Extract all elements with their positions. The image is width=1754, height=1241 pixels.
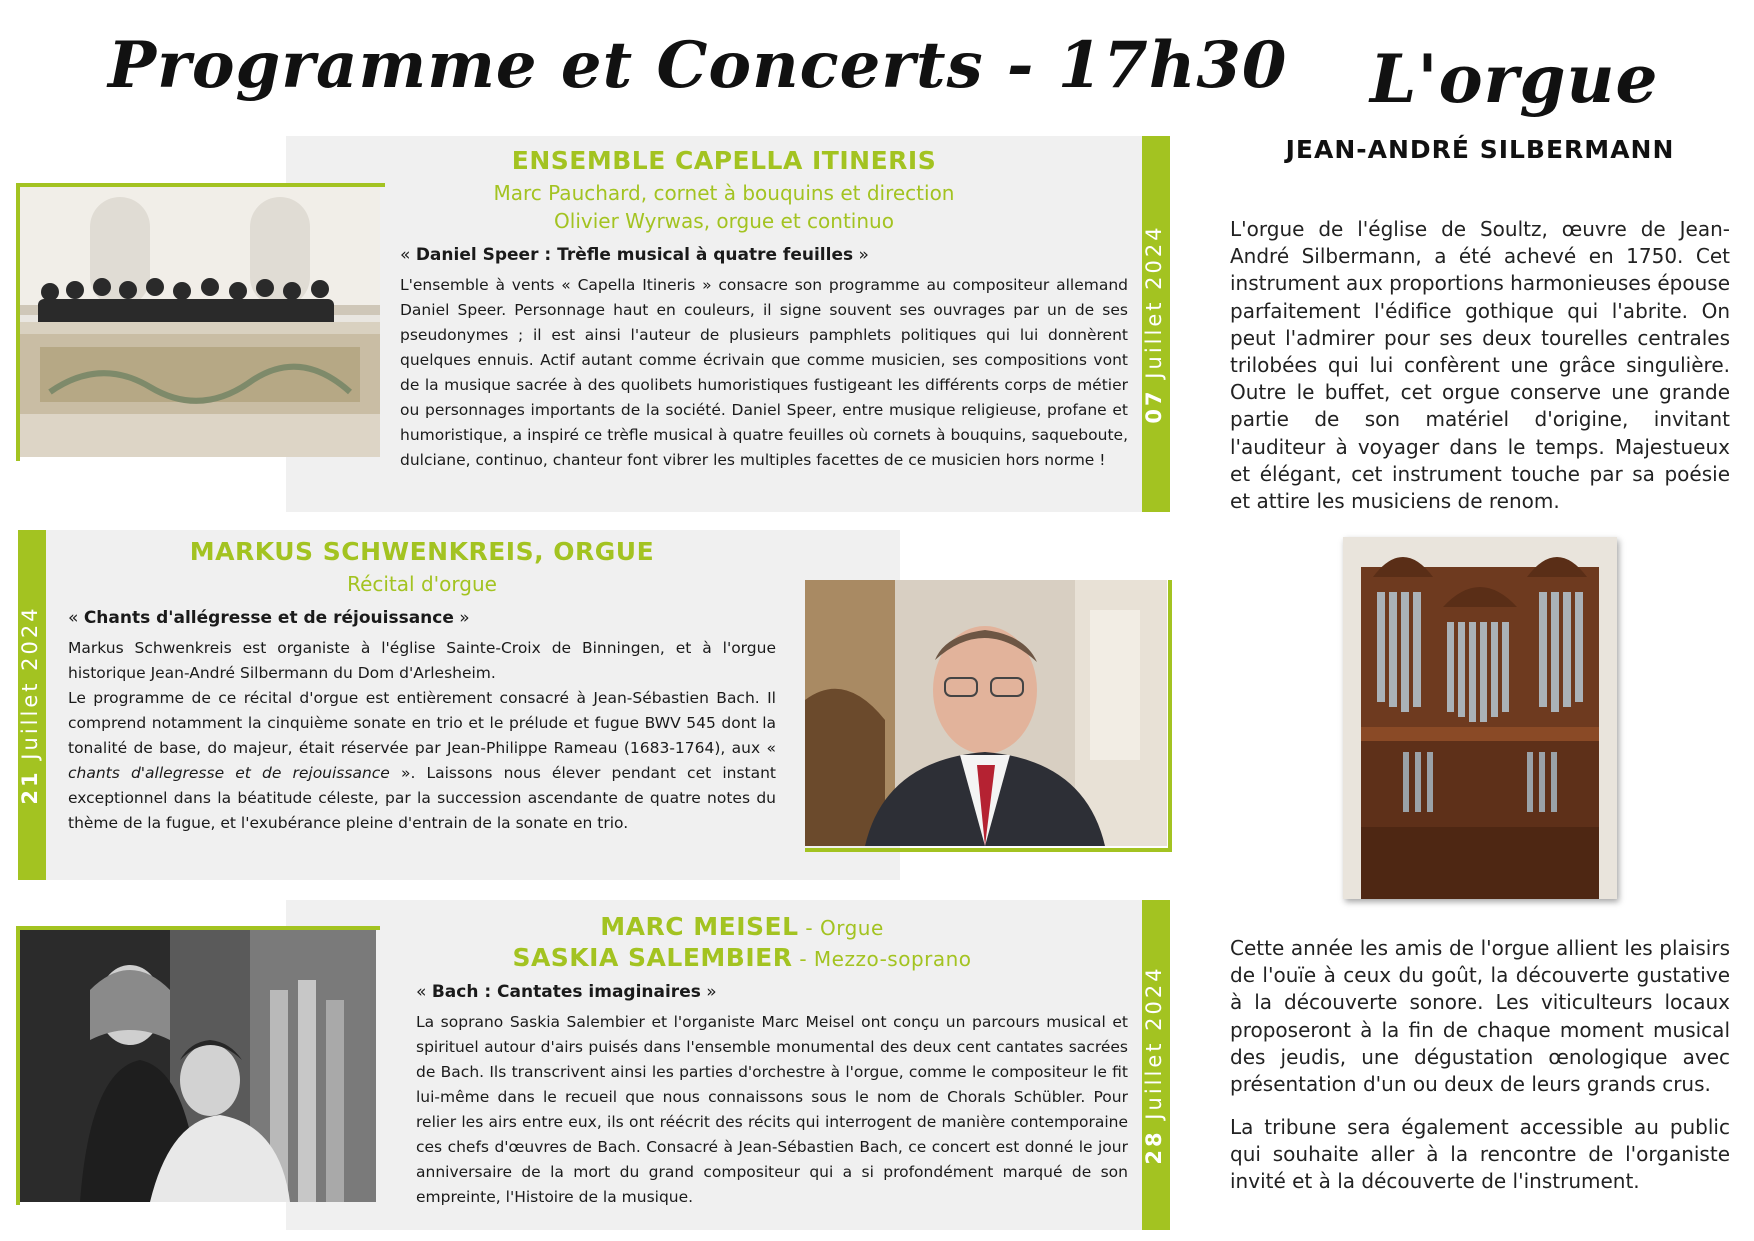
concert-sub-1a: Marc Pauchard, cornet à bouquins et direction [493, 181, 955, 205]
concert-body-2: Markus Schwenkreis est organiste à l'église Sainte-Croix de Binningen, et à l'orgue historique Jean-André Silbermann du Dom d'Arlesheim. Le programme de ce récital d'orgue est entièrement consacré à Jean-Sébastien Bach. Il comprend notamment la cinquième sonate en trio et le prélude et fugue BWV 545 dont la tonalité de base, do majeur, était réservée par Jean-Philippe Rameau (1683-1764), aux « chants d'allegresse et de rejouissance ». Laissons nous élever pendant cet instant exceptionnel dans la béatitude céleste, par la succession ascendante de quatre notes du thème de la fugue, et l'exubérance pleine d'entrain de la sonate en trio. [68, 639, 776, 832]
concert-quote-2: « Chants d'allégresse et de réjouissance » [68, 608, 470, 628]
concert-sub-2: Récital d'orgue [347, 572, 497, 596]
concert-body-1: L'ensemble à vents « Capella Itineris » consacre son programme au compositeur allemand Daniel Speer. Personnage haut en couleurs, il signe souvent ses ouvrages par un de ses pseudonymes ; il est ainsi l'auteur de plusieurs pamphlets politiques qui lui donnèrent quelques ennuis. Actif autant comme écrivain que comme musicien, ses compositions vont de la musique sacrée à des quolibets humoristiques fustigeant les différents corps de métier ou personnages importants de la société. Daniel Speer, entre musique religieuse, profane et humoristique, a inspiré ce trèfle musical à quatre feuilles où cornets à bouquins, saqueboute, dulciane, continuo, chanteur font vibrer les multiples facettes de ce musicien hors norme ! [400, 276, 1128, 469]
organ-paragraph-3: La tribune sera également accessible au public qui souhaite aller à la rencontre de l'organiste invité et à la découverte de l'instrument. [1230, 1115, 1730, 1194]
organ-title: L'orgue [1370, 40, 1659, 118]
organ-paragraph-1: L'orgue de l'église de Soultz, œuvre de Jean-André Silbermann, a été achevé en 1750. Cet instrument aux proportions harmonieuses épouse parfaitement l'édifice gothique qui l'abrite. On peut l'admirer pour ses deux tourelles centrales trilobées qui lui confèrent une grâce singulière. Outre le buffet, cet orgue conserve une grande partie de son matériel d'origine, invitant l'auditeur à voyager dans le temps. Majestueux et élégant, cet instrument touche par sa poésie et attire les musiciens de renom. [1230, 217, 1731, 514]
concert-content-2 [68, 537, 776, 836]
concert-heading-3a: MARC MEISEL - Orgue [600, 912, 884, 941]
page-title: Programme et Concerts - 17h30 [108, 28, 1288, 103]
concert-quote-1: « Daniel Speer : Trèfle musical à quatre feuilles » [400, 245, 869, 265]
concert-heading-2: MARKUS SCHWENKREIS, ORGUE [189, 537, 655, 566]
concert-date-3: 28 Juillet 2024 [1142, 965, 1166, 1165]
concert-date-1: 07 Juillet 2024 [1142, 224, 1166, 424]
organ-paragraph-2: Cette année les amis de l'orgue allient les plaisirs de l'ouïe à ceux du goût, la découverte gustative à la découverte sonore. Les viticulteurs locaux proposeront à la fin de chaque moment musical des jeudis, une dégustation œnologique avec présentation d'un ou deux de leurs grands crus. [1230, 936, 1730, 1097]
concert-content-3 [416, 912, 1128, 1210]
organ-photo [1343, 537, 1617, 899]
concert-heading-1: ENSEMBLE CAPELLA ITINERIS [511, 146, 937, 175]
organ-subtitle: JEAN-ANDRÉ SILBERMANN [1285, 135, 1675, 164]
concert-body-3: La soprano Saskia Salembier et l'organiste Marc Meisel ont conçu un parcours musical et spirituel autour d'airs puisés dans l'ensemble monumental des deux cent cantates sacrées de Bach. Ils transcrivent ainsi les parties d'orchestre à l'orgue, comme le compositeur le fit lui-même dans le recueil que nous connaissons sous le nom de Chorals Schübler. Pour relier les airs entre eux, ils ont réécrit des récits qui interrogent de manière contemporaine ces chefs d'œuvres de Bach. Consacré à Jean-Sébastien Bach, ce concert est donné le jour anniversaire de la mort du grand compositeur qui a si profondément marqué de son empreinte, l'Histoire de la musique. [416, 1013, 1128, 1206]
concert-quote-3: « Bach : Cantates imaginaires » [416, 982, 717, 1002]
concert-date-2: 21 Juillet 2024 [18, 605, 42, 805]
concert-sub-1b: Olivier Wyrwas, orgue et continuo [554, 209, 894, 233]
duo-photo [20, 930, 376, 1202]
organist-portrait [805, 580, 1167, 846]
concert-heading-3b: SASKIA SALEMBIER - Mezzo-soprano [512, 943, 972, 972]
concert-content-1 [400, 146, 1128, 473]
